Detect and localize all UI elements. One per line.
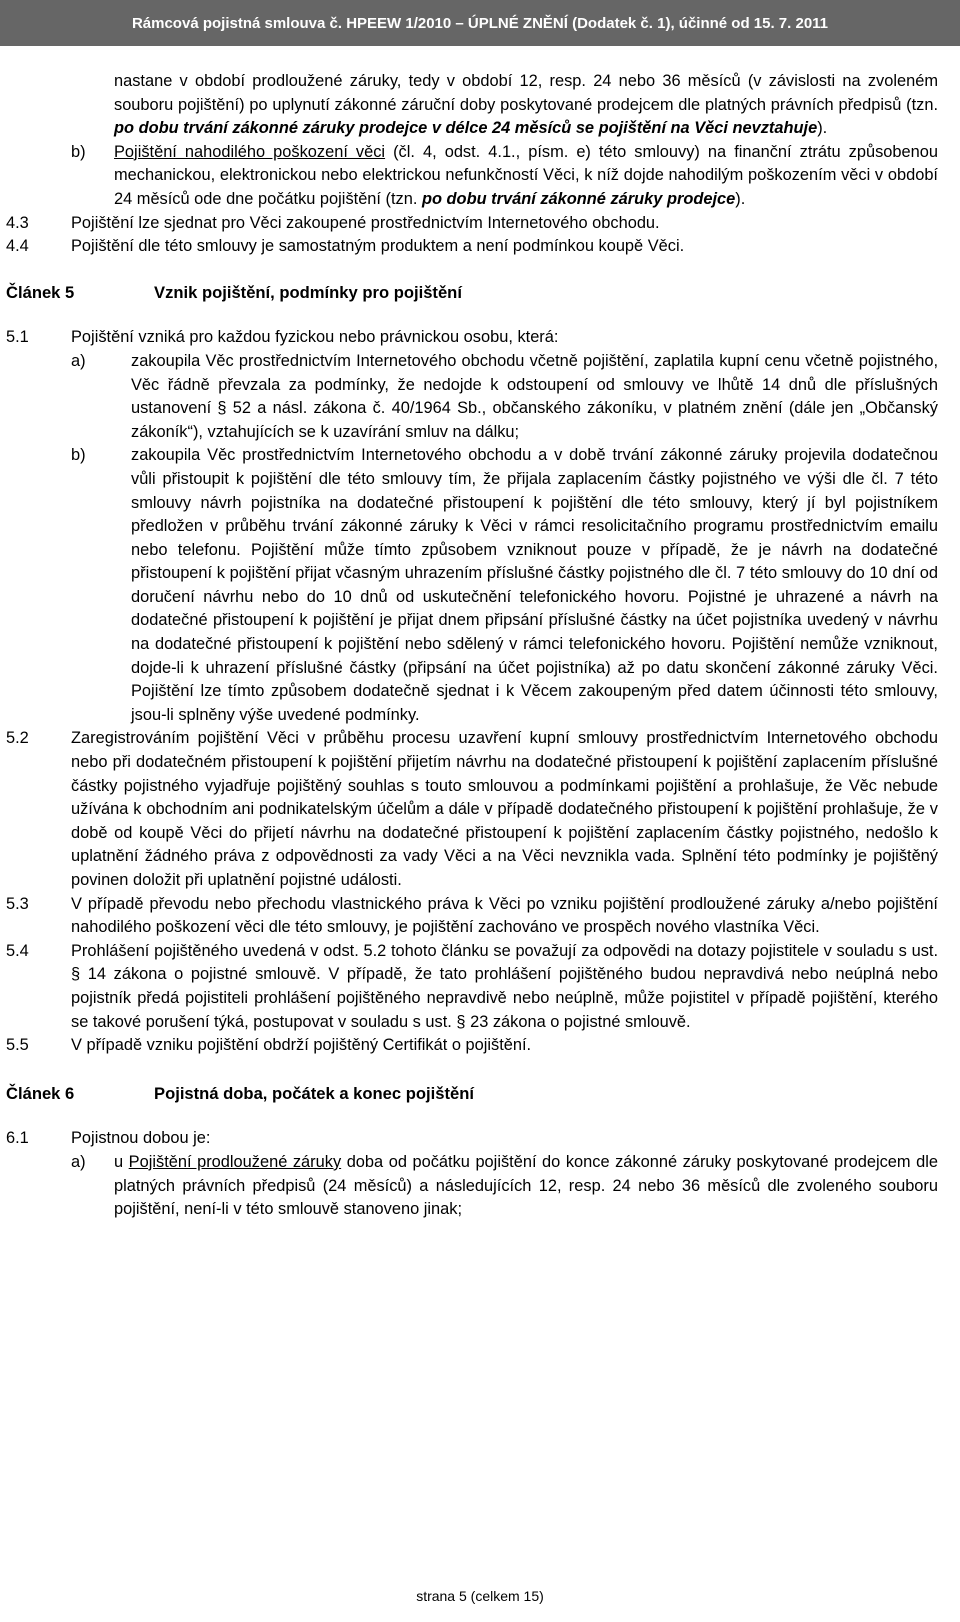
paragraph-4-3	[6, 212, 938, 236]
text: doba od počátku pojištění do konce zákonné záruky poskytované prodejcem dle platných právních předpisů (24 měsíců) a následujících 12, resp. 24 nebo 36 měsíců dle zvoleného souboru pojištění, není-li v této smlouvě stanoveno jinak;	[114, 1152, 938, 1219]
link-text: Pojištění nahodilého poškození věci	[114, 142, 386, 161]
section-text: Pojištění vzniká pro každou fyzickou nebo právnickou osobu, která:	[71, 328, 559, 347]
bold-italic-text: po dobu trvání zákonné záruky prodejce v délce 24 měsíců se pojištění na Věci nevztahuje	[114, 119, 818, 138]
bold-italic-text: po dobu trvání zákonné záruky prodejce	[421, 189, 736, 208]
document-body	[6, 70, 938, 1222]
section-number: 5.1	[6, 328, 29, 347]
section-number: 4.3	[6, 213, 29, 232]
text: nastane v období prodloužené záruky, tedy v období 12, resp. 24 nebo 36 měsíců (v závislosti na zvoleném souboru pojištění) po uplynutí zákonné záruční doby poskytované prodejcem dle platných právních předpisů (tzn.	[114, 72, 938, 114]
section-text: Prohlášení pojištěného uvedená v odst. 5.2 tohoto článku se považují za odpovědi na dotazy pojistitele v souladu s ust. § 14 zákona o pojistné smlouvě. V případě, že tato prohlášení pojištěného budou nepravdivá nebo neúplná nebo pojistník předá pojistiteli prohlášení pojištěného nepravdivě nebo neúplně, může pojistitel v případě pojištění, kterého se takové porušení týká, postupovat v souladu s ust. § 23 zákona o pojistné smlouvě.	[71, 941, 938, 1031]
item-label: b)	[71, 446, 86, 465]
header-title: Rámcová pojistná smlouva č. HPEEW 1/2010 – ÚPLNÉ ZNĚNÍ (Dodatek č. 1), účinné od 15. 7. 2011	[131, 14, 829, 32]
paragraph-5-4	[6, 940, 938, 1034]
paragraph-6-1-a	[6, 1151, 938, 1222]
item-text: zakoupila Věc prostřednictvím Internetového obchodu včetně pojištění, zaplatila kupní cenu včetně pojistného, Věc řádně převzala za podmínky, že nedojde k odstoupení od smlouvy ve lhůtě 14 dnů dle příslušných ustanovení § 52 a násl. zákona č. 40/1964 Sb., občanského zákoníku, v platném znění (dále jen „Občanský zákoník“), vztahujících se k uzavírání smluv na dálku;	[131, 351, 938, 441]
section-text: Zaregistrováním pojištění Věci v průběhu procesu uzavření kupní smlouvy prostřednictvím Internetového obchodu nebo při dodatečném přistoupení k pojištění přijetím návrhu na dodatečné přistoupení k pojištění zaplacením příslušné částky pojistného vyjadřuje pojištěný souhlas s touto smlouvou a podmínkami pojištění a prohlašuje, že Věc nebude užívána k obchodním ani podnikatelským účelům a dále v případě dodatečného přistoupení k pojištění prohlašuje, že v době od koupě Věci do přijetí návrhu na dodatečné přistoupení k pojištění zaplacením částky pojistného, nedošlo k uplatnění žádného práva z odpovědnosti za vady Věci a na Věci nevznikla vada. Splnění této podmínky je pojištěný povinen doložit při uplatnění pojistné události.	[71, 729, 938, 889]
article-6-heading	[6, 1082, 938, 1106]
article-5-heading	[6, 281, 938, 305]
item-label: a)	[71, 351, 86, 370]
paragraph-5-2	[6, 727, 938, 892]
item-text: zakoupila Věc prostřednictvím Internetového obchodu a v době trvání zákonné záruky projevila dodatečnou vůli přistoupit k pojištění dle této smlouvy tím, že přijala zaplacením částky pojistného ve výši dle čl. 7 této smlouvy návrh pojistníka na dodatečné přistoupení k pojištění dle této smlouvy, který jí byl pojistníkem předložen v průběhu trvání zákonné záruky k Věci v rámci resolicitačního programu prostřednictvím emailu nebo telefonu. Pojištění může tímto způsobem vzniknout pouze v případě, že je návrh na dodatečné přistoupení k pojištění přijat včasným uhrazením příslušné částky pojistného dle čl. 7 této smlouvy do 10 dní od doručení návrhu nebo do 10 dnů od uskutečnění telefonického hovoru. Pojistné je uhrazené a návrh na dodatečné přistoupení k pojištění je přijat dnem připsání příslušné částky na účet pojistníka uvedený v návrhu na dodatečné přistoupení k pojištění nebo sdělený v rámci telefonického hovoru. Pojištění nemůže vzniknout, dojde-li k uhrazení příslušné částky (připsání na účet pojistníka) až po datu skončení zákonné záruky Věci. Pojištění lze tímto způsobem dodatečně sjednat i k Věcem zakoupeným před datem účinnosti této smlouvy, jsou-li splněny výše uvedené podmínky.	[131, 446, 938, 724]
section-number: 4.4	[6, 237, 29, 256]
article-number: Článek 6	[6, 1083, 75, 1103]
article-number: Článek 5	[6, 282, 75, 302]
section-number: 5.3	[6, 894, 29, 913]
paragraph-5-3	[6, 893, 938, 940]
section-number: 5.2	[6, 729, 29, 748]
item-label: a)	[71, 1152, 86, 1171]
text: (čl. 4, odst. 4.1., písm. e) této smlouvy) na finanční ztrátu způsobenou mechanickou, elektronickou nebo elektrickou nefunkčností Věci, k níž dojde nahodilým poškozením věci v období 24 měsíců ode dne počátku pojištění (tzn.	[114, 142, 938, 208]
text: ).	[735, 189, 746, 208]
item-label: b)	[71, 142, 86, 161]
article-title: Pojistná doba, počátek a konec pojištění	[154, 1083, 474, 1103]
section-text: V případě převodu nebo přechodu vlastnického práva k Věci po vzniku pojištění prodloužené záruky a/nebo pojištění nahodilého poškození věci dle této smlouvy, je pojištění zachováno ve prospěch nového vlastníka Věci.	[71, 894, 938, 937]
link-text: Pojištění prodloužené záruky	[128, 1152, 342, 1171]
text: u	[114, 1152, 129, 1171]
section-number: 5.5	[6, 1036, 29, 1055]
section-text: V případě vzniku pojištění obdrží pojištěný Certifikát o pojištění.	[71, 1036, 532, 1055]
section-text: Pojistnou dobou je:	[71, 1129, 211, 1148]
paragraph-4-2-b	[6, 141, 938, 212]
page-footer	[0, 1588, 960, 1604]
section-number: 6.1	[6, 1129, 29, 1148]
paragraph-5-1-a	[6, 350, 938, 444]
section-text: Pojištění lze sjednat pro Věci zakoupené prostřednictvím Internetového obchodu.	[71, 213, 660, 232]
article-title: Vznik pojištění, podmínky pro pojištění	[154, 282, 462, 302]
document-header	[0, 0, 960, 46]
section-text: Pojištění dle této smlouvy je samostatným produktem a není podmínkou koupě Věci.	[71, 237, 685, 256]
paragraph-4-2-a-continuation	[6, 70, 938, 141]
section-number: 5.4	[6, 941, 29, 960]
paragraph-5-1	[6, 326, 938, 350]
paragraph-6-1	[6, 1127, 938, 1151]
paragraph-5-1-b	[6, 444, 938, 727]
text: ).	[817, 119, 828, 138]
page-number: strana 5 (celkem 15)	[416, 1588, 544, 1604]
paragraph-5-5	[6, 1034, 938, 1058]
paragraph-4-4	[6, 235, 938, 259]
